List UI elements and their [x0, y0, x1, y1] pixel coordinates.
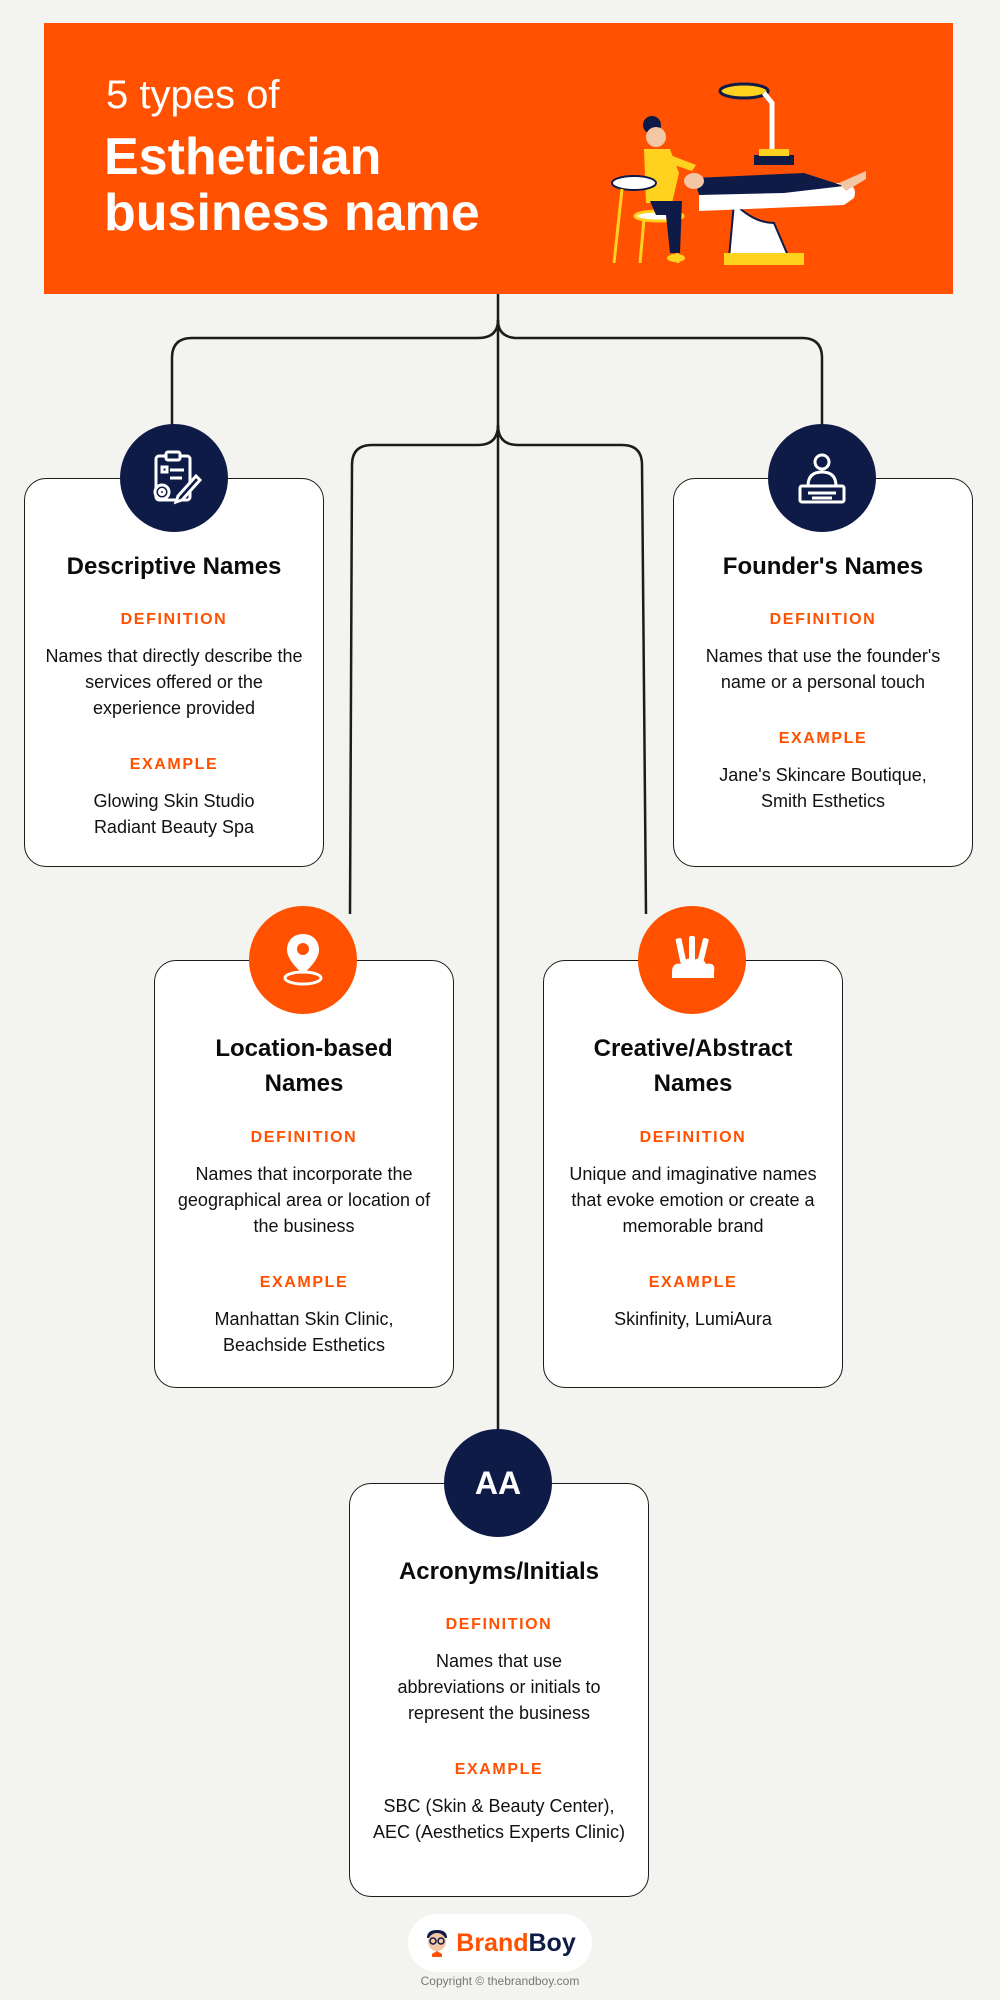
card-title: Location-based Names: [215, 1035, 393, 1097]
example-label: EXAMPLE: [259, 1274, 349, 1291]
definition-text: Names that use the founder's name or a personal touch: [705, 646, 941, 692]
example-text: Jane's Skincare Boutique, Smith Esthetics: [719, 765, 927, 811]
badge-acronyms: [444, 1429, 552, 1537]
definition-text: Names that use abbreviations or initials to represent the business: [397, 1651, 601, 1723]
example-label: EXAMPLE: [648, 1274, 738, 1291]
card-title: Descriptive Names: [66, 553, 282, 580]
founder-desk-icon: [790, 446, 854, 510]
card-title: Founder's Names: [722, 553, 924, 580]
card-descriptive-names: [24, 478, 324, 867]
card-creative-abstract-names: [543, 960, 843, 1388]
location-pin-icon: [271, 928, 335, 992]
card-founders-names: [673, 478, 973, 867]
aa-letters-icon: AA: [474, 1464, 522, 1501]
example-label: EXAMPLE: [454, 1761, 544, 1778]
definition-label: DEFINITION: [250, 1129, 358, 1146]
badge-descriptive: [120, 424, 228, 532]
card-location-based-names: [154, 960, 454, 1388]
brand-name-part2: Boy: [528, 1928, 576, 1957]
brand-name-part1: Brand: [456, 1928, 529, 1957]
header-subtitle: 5 types of: [106, 73, 280, 117]
copyright-text: Copyright © thebrandboy.com: [420, 1974, 580, 1988]
esthetician-illustration-icon: [604, 53, 934, 278]
card-title: Creative/Abstract Names: [593, 1035, 793, 1097]
example-label: EXAMPLE: [778, 730, 868, 747]
badge-location: [249, 906, 357, 1014]
definition-label: DEFINITION: [639, 1129, 747, 1146]
definition-text: Names that incorporate the geographical area or location of the business: [177, 1164, 431, 1236]
example-text: Manhattan Skin Clinic, Beachside Esthetics: [214, 1309, 394, 1355]
card-title: Acronyms/Initials: [398, 1558, 600, 1585]
example-text: SBC (Skin & Beauty Center), AEC (Aesthetics Experts Clinic): [372, 1796, 626, 1842]
definition-text: Names that directly describe the services offered or the experience provided: [45, 646, 303, 718]
example-text: Skinfinity, LumiAura: [614, 1309, 772, 1329]
art-tools-icon: [660, 928, 724, 992]
badge-creative: [638, 906, 746, 1014]
card-acronyms-initials: [349, 1483, 649, 1897]
brandboy-mascot-icon: [424, 1928, 450, 1958]
header-title: Esthetician business name: [104, 128, 480, 242]
definition-text: Unique and imaginative names that evoke emotion or create a memorable brand: [569, 1164, 817, 1236]
header-banner: [44, 23, 953, 294]
definition-label: DEFINITION: [445, 1616, 553, 1633]
definition-label: DEFINITION: [769, 611, 877, 628]
example-label: EXAMPLE: [129, 756, 219, 773]
brandboy-logo: [408, 1914, 592, 1972]
definition-label: DEFINITION: [120, 611, 228, 628]
example-text: Glowing Skin Studio Radiant Beauty Spa: [93, 791, 255, 837]
badge-founders: [768, 424, 876, 532]
clipboard-gear-icon: [142, 446, 206, 510]
